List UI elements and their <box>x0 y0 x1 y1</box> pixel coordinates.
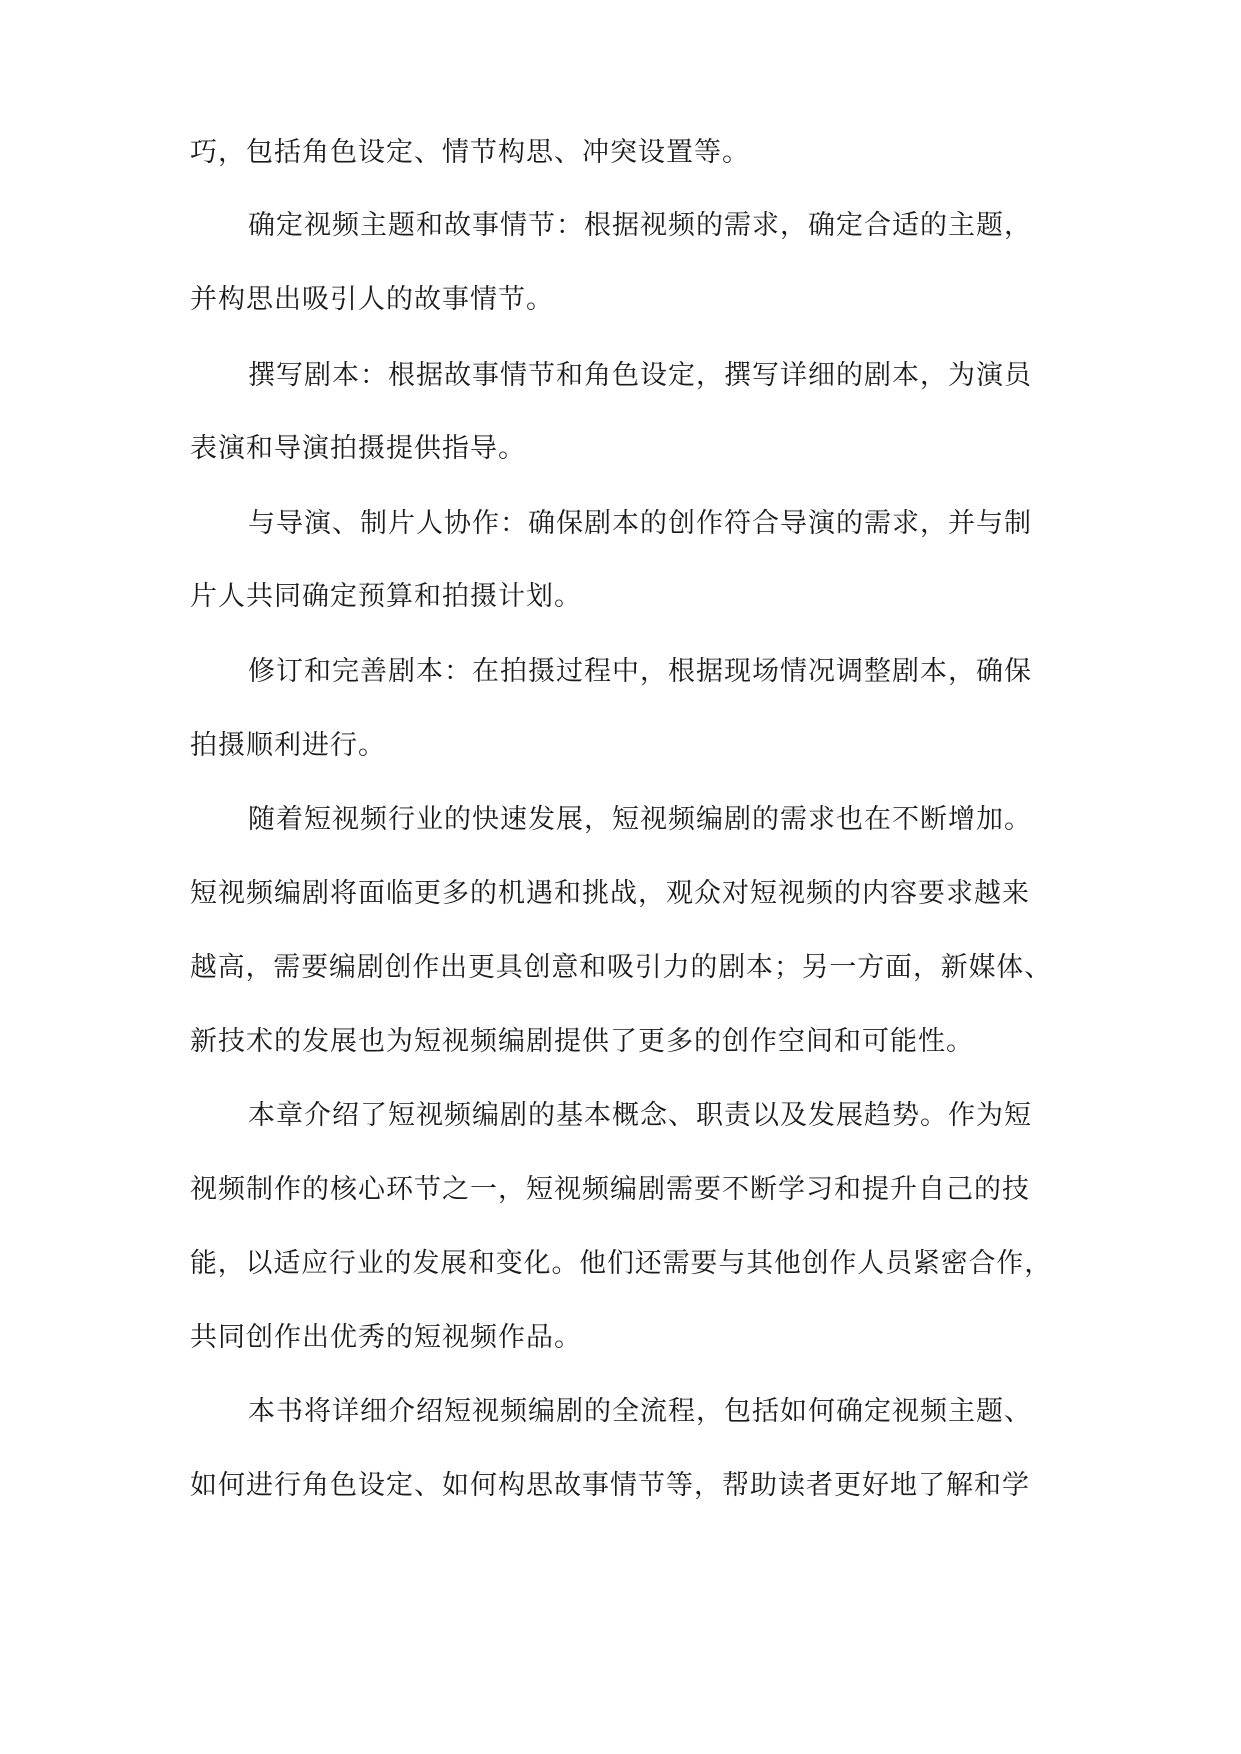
text-line: 本章介绍了短视频编剧的基本概念、职责以及发展趋势。作为短 <box>248 1100 1032 1131</box>
text-line: 撰写剧本：根据故事情节和角色设定，撰写详细的剧本，为演员 <box>248 360 1032 391</box>
text-line: 巧，包括角色设定、情节构思、冲突设置等。 <box>190 137 750 168</box>
text-line: 短视频编剧将面临更多的机遇和挑战，观众对短视频的内容要求越来 <box>190 878 1030 909</box>
text-line: 如何进行角色设定、如何构思故事情节等，帮助读者更好地了解和学 <box>190 1470 1030 1501</box>
text-line: 随着短视频行业的快速发展，短视频编剧的需求也在不断增加。 <box>248 804 1032 835</box>
text-line: 片人共同确定预算和拍摄计划。 <box>190 581 582 612</box>
text-line: 与导演、制片人协作：确保剧本的创作符合导演的需求，并与制 <box>248 508 1032 539</box>
text-line: 拍摄顺利进行。 <box>190 730 386 761</box>
text-line: 修订和完善剧本：在拍摄过程中，根据现场情况调整剧本，确保 <box>248 656 1032 687</box>
text-line: 表演和导演拍摄提供指导。 <box>190 433 526 464</box>
text-line: 越高，需要编剧创作出更具创意和吸引力的剧本；另一方面，新媒体、 <box>190 952 1053 983</box>
text-line: 本书将详细介绍短视频编剧的全流程，包括如何确定视频主题、 <box>248 1396 1032 1427</box>
text-line: 确定视频主题和故事情节：根据视频的需求，确定合适的主题， <box>248 210 1032 241</box>
text-line: 新技术的发展也为短视频编剧提供了更多的创作空间和可能性。 <box>190 1026 974 1057</box>
text-line: 视频制作的核心环节之一，短视频编剧需要不断学习和提升自己的技 <box>190 1174 1030 1205</box>
text-line: 并构思出吸引人的故事情节。 <box>190 284 554 315</box>
text-line: 共同创作出优秀的短视频作品。 <box>190 1322 582 1353</box>
text-line: 能，以适应行业的发展和变化。他们还需要与其他创作人员紧密合作， <box>190 1248 1053 1279</box>
